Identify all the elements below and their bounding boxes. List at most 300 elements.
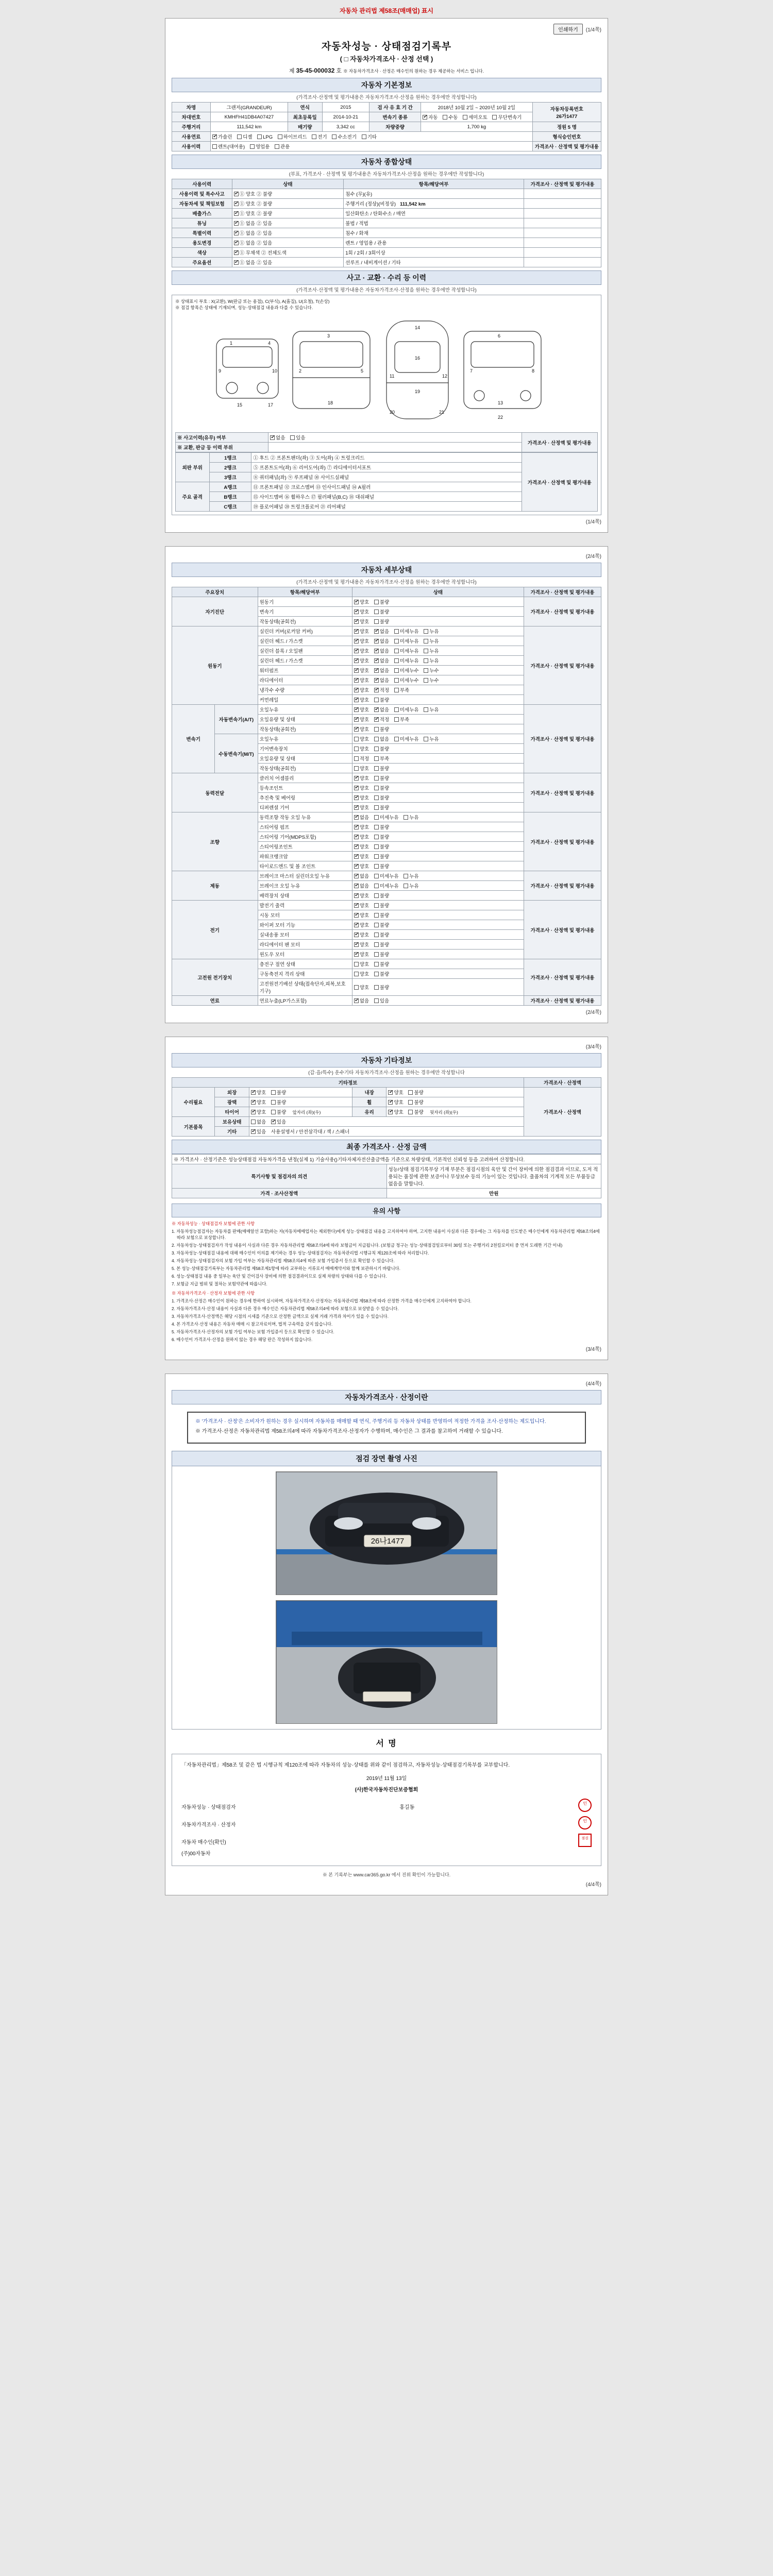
table-row: [172, 812, 601, 822]
item-en-5: 라디에이터: [258, 675, 352, 685]
transmission-opt-auto[interactable]: ✔ 자동: [423, 113, 438, 121]
cb-st-4-bad[interactable]: 불량: [374, 853, 389, 860]
cb-pt-3-good[interactable]: ✔ 양호: [354, 804, 369, 811]
section-detail-title: 자동차 세부상태: [172, 563, 601, 577]
state-el-5: [352, 950, 524, 959]
cb-en-1-leak[interactable]: 누유: [424, 637, 439, 645]
sheet-page-2: [165, 546, 608, 1023]
table-row: [172, 871, 601, 881]
item-st-1: 스티어링 펌프: [258, 822, 352, 832]
row-item-0: 사용이력 및 특수사고: [172, 189, 232, 199]
cb-st-1-good[interactable]: ✔ 양호: [354, 823, 369, 831]
plate-label-text: 자동차등록번호: [550, 106, 583, 112]
cb-br-0-none[interactable]: ✔ 없음: [354, 872, 369, 879]
cb-hv-1-good[interactable]: 양호: [354, 970, 369, 977]
cb-oi-2-good[interactable]: ✔ 양호: [251, 1098, 266, 1106]
row-price-7: [524, 258, 601, 267]
fuel-opt-diesel[interactable]: 디젤: [237, 133, 252, 140]
signature-row-2: [181, 1816, 592, 1829]
cb-en-1-good[interactable]: ✔ 양호: [354, 637, 369, 645]
cb-hv-0-bad[interactable]: 불량: [374, 960, 389, 968]
fuel-opt-etc[interactable]: 기타: [362, 133, 377, 140]
notice-a-4: 5. 본 성능·상태점검기록부는 자동차관리법 제58조제1항에 따라 교부하는 서류로서 매매계약서와 함께 보관하시기 바랍니다.: [172, 1266, 400, 1272]
seal-square: 점검: [578, 1834, 592, 1847]
fuel-opt-lpg[interactable]: LPG: [257, 134, 273, 140]
cb-en-1-micro[interactable]: 미세누유: [394, 637, 419, 645]
cb-tr-4-bad[interactable]: 불량: [374, 745, 389, 752]
fuel-opt-electric[interactable]: 전기: [312, 133, 327, 140]
page-footer-4: (4/4쪽): [585, 1882, 601, 1888]
state-hv-0: [352, 959, 524, 969]
item-st-3: 스티어링조인트: [258, 842, 352, 852]
page-number-1: (1/4쪽): [585, 27, 601, 33]
cb-pt-2-bad[interactable]: 불량: [374, 794, 389, 801]
item-pt-2: 추진축 및 베어링: [258, 793, 352, 803]
basic-info-table: [172, 102, 601, 151]
cb-st-5-bad[interactable]: 불량: [374, 862, 389, 870]
price-hv: 가격조사 · 산정액 및 평가내용: [524, 959, 601, 996]
cb-el-0-bad[interactable]: 불량: [374, 902, 389, 909]
table-header-row: [172, 1078, 601, 1088]
notice-title: 유의 사항: [172, 1204, 601, 1217]
cb-pt-0-bad[interactable]: 불량: [374, 774, 389, 782]
oi-label-6: 보유상태: [215, 1117, 249, 1127]
cb-en-7-good[interactable]: ✔ 양호: [354, 696, 369, 703]
state-el-4: [352, 940, 524, 950]
state-pt-2: [352, 793, 524, 803]
item-pt-1: 등속조인트: [258, 783, 352, 793]
table-row: [172, 103, 601, 112]
item-en-0: 실린더 커버(로커암 커버): [258, 626, 352, 636]
final-amount-value: 만원: [386, 1189, 601, 1198]
cb-pt-3-bad[interactable]: 불량: [374, 804, 389, 811]
photo-front-svg: [276, 1472, 497, 1595]
cb-tr-3-good[interactable]: 양호: [354, 735, 369, 742]
cb-el-0-good[interactable]: ✔ 양호: [354, 902, 369, 909]
price-pt: 가격조사 · 산정액 및 평가내용: [524, 773, 601, 812]
cb-tr-0-leak[interactable]: 누유: [424, 706, 439, 713]
cb-el-2-good[interactable]: ✔ 양호: [354, 921, 369, 928]
cb-sd-1-bad[interactable]: 불량: [374, 608, 389, 615]
cb-oi-4-bad[interactable]: 불량: [271, 1108, 286, 1115]
cb-en-7-bad[interactable]: 불량: [374, 696, 389, 703]
row-item-6: 색상: [172, 248, 232, 258]
cb-st-0-leak[interactable]: 누유: [404, 814, 418, 821]
cb-pt-0-good[interactable]: ✔ 양호: [354, 774, 369, 782]
cb-fu-0-none[interactable]: ✔ 없음: [354, 997, 369, 1004]
cb-el-4-bad[interactable]: 불량: [374, 941, 389, 948]
rank-items-1-2: ⑲ 플로어패널 ⑳ 트렁크플로어 ㉑ 리어패널: [251, 502, 522, 512]
repair-answer: [268, 443, 522, 452]
state-pt-3: [352, 803, 524, 812]
item-el-0: 발전기 출력: [258, 901, 352, 910]
accident-opt-none[interactable]: ✔ 없음: [270, 434, 285, 441]
photo-plate-text: 26나1477: [371, 1537, 405, 1546]
cb-br-0-leak[interactable]: 누유: [404, 872, 418, 879]
label-plate: [532, 103, 601, 122]
cb-tr-4-good[interactable]: 양호: [354, 745, 369, 752]
table-row: [172, 142, 601, 151]
cb-en-3-micro[interactable]: 미세누유: [394, 657, 419, 664]
document-title: 자동차성능 · 상태점검기록부: [321, 41, 452, 52]
cb-oi-1-good[interactable]: ✔ 양호: [388, 1089, 403, 1096]
label-price-eval: 가격조사 · 산정액 및 평가내용: [532, 142, 601, 151]
cb-oi-0-good[interactable]: ✔ 양호: [251, 1089, 266, 1096]
page-footer-2: (2/4쪽): [585, 1010, 601, 1015]
svg-text:22: 22: [498, 415, 503, 420]
oi-state-3: [386, 1097, 524, 1107]
oi-label-2: 광택: [215, 1097, 249, 1107]
price-br: 가격조사 · 산정액 및 평가내용: [524, 871, 601, 901]
group-self-diagnosis: 자기진단: [172, 597, 258, 626]
item-en-3: 실린더 헤드 / 가스켓: [258, 656, 352, 666]
accident-opt-yes[interactable]: 있음: [290, 434, 305, 441]
cb-tr-5-low[interactable]: 부족: [374, 755, 389, 762]
plate-value: 26가1477: [556, 113, 578, 120]
rank-items-0-1: ⑤ 프론트도어(좌) ⑥ 리어도어(좌) ⑦ 라디에이터서포트: [251, 463, 522, 472]
subgroup-at: 자동변속기(A/T): [215, 705, 258, 734]
state-fu-0: [352, 996, 524, 1006]
row-price-5: [524, 238, 601, 248]
cb-oi-7-yes[interactable]: ✔ 있음: [251, 1128, 266, 1135]
svg-text:11: 11: [390, 374, 395, 379]
print-button[interactable]: 인쇄하기: [553, 24, 583, 35]
cb-el-2-bad[interactable]: 불량: [374, 921, 389, 928]
value-chajong: 그랜저(GRANDEUR): [210, 103, 288, 112]
item-el-4: 라디에이터 팬 모터: [258, 940, 352, 950]
cb-en-1-none[interactable]: ✔ 없음: [374, 637, 389, 645]
item-br-2: 배력장치 상태: [258, 891, 352, 901]
cb-en-6-good[interactable]: ✔ 양호: [354, 686, 369, 693]
rank-items-0-0: ① 후드 ② 프론트팬더(좌) ③ 도어(좌) ④ 트렁크리드: [251, 453, 522, 463]
cb-oi-3-bad[interactable]: 불량: [408, 1098, 423, 1106]
cb-en-2-leak[interactable]: 누유: [424, 647, 439, 654]
cb-pt-1-bad[interactable]: 불량: [374, 784, 389, 791]
item-br-1: 브레이크 오일 누유: [258, 881, 352, 891]
cb-en-0-good[interactable]: ✔ 양호: [354, 628, 369, 635]
cb-oi-2-bad[interactable]: 불량: [271, 1098, 286, 1106]
cb-en-5-leak[interactable]: 누수: [424, 676, 439, 684]
table-row: [172, 199, 601, 209]
cb-pt-2-good[interactable]: ✔ 양호: [354, 794, 369, 801]
cb-el-5-bad[interactable]: 불량: [374, 951, 389, 958]
cb-en-0-leak[interactable]: 누유: [424, 628, 439, 635]
cb-st-1-bad[interactable]: 불량: [374, 823, 389, 831]
value-mileage: 111,542 km: [210, 122, 288, 132]
table-header-row: [172, 587, 601, 597]
fuel-opt-hybrid[interactable]: 하이브리드: [278, 133, 307, 140]
cb-tr-5-ok[interactable]: 적정: [354, 755, 369, 762]
state-st-5: [352, 861, 524, 871]
cb-fu-0-yes[interactable]: 있음: [374, 997, 389, 1004]
cb-en-5-micro[interactable]: 미세누수: [394, 676, 419, 684]
docno-note: ※ 자동차가격조사 · 산정은 매수인의 원하는 경우 제공하는 서비스 입니다.: [343, 69, 484, 74]
cb-el-3-bad[interactable]: 불량: [374, 931, 389, 938]
cb-tr-1-good[interactable]: ✔ 양호: [354, 716, 369, 723]
final-note-value: 성능/상태 점검기록부상 기재 부분은 점검시점의 육안 및 간이 장비에 의한 점검결과 이므로, 도저 적용되는 품질에 관한 보증이나 무상보수 등의 기능이 있는 것입니다. 출품차의 기계적 모든 부품등급 없음을 말합니다.: [386, 1164, 601, 1189]
value-usage-history: [210, 142, 532, 151]
cb-st-4-good[interactable]: ✔ 양호: [354, 853, 369, 860]
cb-tr-6-bad[interactable]: 불량: [374, 765, 389, 772]
signature-date: 2019년 11월 13일: [366, 1776, 407, 1782]
final-price-desc: ※ 가격조사 · 산정기준은 성능상태점검 자동차가격을 낸정(실제 1) 기술사용()기타자체자전산출금액을 기준으로 차량상태, 기본적인 신뢰성 등을 고려하여 산정합니다.: [172, 1155, 601, 1164]
inspection-photo-lift: [276, 1600, 497, 1724]
cb-el-1-bad[interactable]: 불량: [374, 911, 389, 919]
cb-br-2-bad[interactable]: 불량: [374, 892, 389, 899]
cb-br-1-none[interactable]: ✔ 없음: [354, 882, 369, 889]
signature-title: 서 명: [376, 1739, 397, 1749]
state-en-7: [352, 695, 524, 705]
rank-0-0: 1랭크: [209, 453, 251, 463]
oi-label-5: 유리: [352, 1107, 386, 1117]
document-number-row: [172, 66, 601, 75]
rank-price-eval: 가격조사 · 산정액 및 평가내용: [522, 453, 597, 512]
cb-en-5-none[interactable]: ✔ 없음: [374, 676, 389, 684]
item-hv-1: 구동축전지 격리 상태: [258, 969, 352, 979]
svg-text:16: 16: [415, 355, 421, 361]
cb-en-2-good[interactable]: ✔ 양호: [354, 647, 369, 654]
label-weight: 차량중량: [369, 122, 421, 132]
signer-label-2: 자동차가격조사 · 산정자: [181, 1822, 236, 1828]
org-label: (주)00자동차: [181, 1851, 211, 1857]
cb-hv-2-bad[interactable]: 불량: [374, 984, 389, 991]
row-detail-1: 주행거리 (정상)(비정상) 111,542 km: [344, 199, 524, 209]
cb-tr-3-none[interactable]: 없음: [374, 735, 389, 742]
cb-oi-6-yes[interactable]: ✔ 있음: [271, 1118, 286, 1125]
svg-text:5: 5: [361, 368, 364, 374]
notice-a-1: 2. 자동차성능·상태점검자가 작성 내용이 사실과 다른 경우 자동차관리법 제58조의4에 따라 보험금이 지급됩니다. (보험금 청구는 성능·상태점검일로부터 30일 또는 주행거리 2천킬로미터 중 먼저 도래한 기간 이내): [172, 1243, 563, 1248]
table-row: [172, 959, 601, 969]
rank-1-0: A랭크: [209, 482, 251, 492]
cb-en-2-none[interactable]: ✔ 없음: [374, 647, 389, 654]
cb-en-3-good[interactable]: ✔ 양호: [354, 657, 369, 664]
state-en-4: [352, 666, 524, 675]
docno-value: 35-45-000032: [296, 67, 335, 74]
cb-el-4-good[interactable]: ✔ 양호: [354, 941, 369, 948]
cb-en-4-micro[interactable]: 미세누수: [394, 667, 419, 674]
cb-tr-2-bad[interactable]: 불량: [374, 725, 389, 733]
usage-opt-gov[interactable]: 관용: [275, 143, 290, 150]
diagram-legend-2: ※ 점검 항목은 상태에 기재되며, 성능·상태점검 내용과 다를 수 있습니다.: [175, 305, 313, 310]
cb-en-0-none[interactable]: ✔ 없음: [374, 628, 389, 635]
cb-br-1-micro[interactable]: 미세누유: [374, 882, 399, 889]
table-row: [172, 228, 601, 238]
oi-label-3: 휠: [352, 1097, 386, 1107]
cb-en-0-micro[interactable]: 미세누유: [394, 628, 419, 635]
cb-oi-5-good[interactable]: ✔ 양호: [388, 1108, 403, 1115]
table-row: [172, 773, 601, 783]
transmission-opt-semi[interactable]: 세미오토: [463, 113, 488, 121]
seal-stamp-1: 인: [578, 1799, 592, 1812]
table-row: [172, 238, 601, 248]
oi-label-7: 기타: [215, 1127, 249, 1137]
state-tr-3: [352, 734, 524, 744]
other-header: 기타정보: [172, 1078, 524, 1088]
cb-oi-3-good[interactable]: ✔ 양호: [388, 1098, 403, 1106]
signer-label-1: 자동차성능 · 상태점검자: [181, 1805, 236, 1811]
svg-text:14: 14: [415, 325, 421, 330]
state-st-1: [352, 822, 524, 832]
state-br-1: [352, 881, 524, 891]
cb-en-4-none[interactable]: ✔ 없음: [374, 667, 389, 674]
label-mileage: 주행거리: [172, 122, 211, 132]
cb-hv-0-good[interactable]: 양호: [354, 960, 369, 968]
cb-st-2-good[interactable]: ✔ 양호: [354, 833, 369, 840]
fuel-opt-hydrogen[interactable]: 수소전기: [332, 133, 357, 140]
state-pt-0: [352, 773, 524, 783]
cb-tr-3-leak[interactable]: 누유: [424, 735, 439, 742]
overall-state-table: [172, 179, 601, 267]
row-detail-7: 선루프 / 내비게이션 / 기타: [344, 258, 524, 267]
cb-tr-0-micro[interactable]: 미세누유: [394, 706, 419, 713]
rank-items-0-2: ⑧ 쿼터패널(좌) ⑨ 루프패널 ⑩ 사이드실패널: [251, 472, 522, 482]
row-state-1: ✔ ① 양호 ② 불량: [232, 199, 344, 209]
item-sd-2: 작동상태(공회전): [258, 617, 352, 626]
sheet-page-1: [165, 18, 608, 533]
label-displacement: 배기량: [288, 122, 322, 132]
signature-company: (사)한국자동차진단보증협회: [355, 1787, 418, 1793]
sheet-3-head: [172, 1042, 601, 1050]
cb-st-3-bad[interactable]: 불량: [374, 843, 389, 850]
cb-br-1-leak[interactable]: 누유: [404, 882, 418, 889]
cb-br-0-micro[interactable]: 미세누유: [374, 872, 399, 879]
state-en-0: [352, 626, 524, 636]
state-sd-1: [352, 607, 524, 617]
cb-st-0-micro[interactable]: 미세누유: [374, 814, 399, 821]
cb-oi-0-bad[interactable]: 불량: [271, 1089, 286, 1096]
table-row: [172, 1164, 601, 1189]
capacity-value: 5 명: [567, 125, 577, 130]
cb-sd-0-bad[interactable]: 불량: [374, 598, 389, 605]
item-en-6: 냉각수 수량: [258, 685, 352, 695]
price-el: 가격조사 · 산정액 및 평가내용: [524, 901, 601, 959]
cb-tr-2-good[interactable]: ✔ 양호: [354, 725, 369, 733]
cb-sd-1-good[interactable]: ✔ 양호: [354, 608, 369, 615]
cb-tr-1-low[interactable]: 부족: [394, 716, 409, 723]
cb-oi-6-none[interactable]: 없음: [251, 1118, 266, 1125]
state-sd-2: [352, 617, 524, 626]
section-detail-note: (가격조사·산정액 및 평가내용은 자동차가격조사·산정을 원하는 경우에만 작성합니다): [296, 580, 477, 585]
state-en-1: [352, 636, 524, 646]
signature-box: [172, 1754, 601, 1866]
photo-section-title: 점검 장면 촬영 사진: [172, 1451, 601, 1466]
rank-1-1: B랭크: [209, 492, 251, 502]
oi-label-0: 외장: [215, 1088, 249, 1097]
cb-sd-2-bad[interactable]: 불량: [374, 618, 389, 625]
value-transmission: [421, 112, 533, 122]
table-header-row: [172, 179, 601, 189]
table-row: [172, 597, 601, 607]
table-row: [176, 453, 598, 463]
transmission-opt-cvt[interactable]: 무단변속기: [492, 113, 522, 121]
label-transmission: 변속기 종류: [369, 112, 421, 122]
oi-state-5: [386, 1107, 524, 1117]
cb-st-0-none[interactable]: ✔ 없음: [354, 814, 369, 821]
col-state: 상태: [232, 179, 344, 189]
cb-oi-1-bad[interactable]: 불량: [408, 1089, 423, 1096]
oi-state-6: [249, 1117, 524, 1127]
state-st-2: [352, 832, 524, 842]
cb-hv-1-bad[interactable]: 불량: [374, 970, 389, 977]
cb-oi-5-bad[interactable]: 불량: [408, 1108, 423, 1115]
group-brake: 제동: [172, 871, 258, 901]
cb-en-3-none[interactable]: ✔ 없음: [374, 657, 389, 664]
cb-st-3-good[interactable]: ✔ 양호: [354, 843, 369, 850]
cb-sd-0-good[interactable]: ✔ 양호: [354, 598, 369, 605]
state-br-2: [352, 891, 524, 901]
item-hv-2: 고전원전기배선 상태(접속단자,피복,보호기구): [258, 979, 352, 996]
state-hv-1: [352, 969, 524, 979]
label-vin: 차대번호: [172, 112, 211, 122]
sheet-4-head: [172, 1379, 601, 1387]
cb-tr-6-good[interactable]: 양호: [354, 765, 369, 772]
cb-el-1-good[interactable]: ✔ 양호: [354, 911, 369, 919]
cb-en-6-ok[interactable]: ✔ 적정: [374, 686, 389, 693]
state-el-1: [352, 910, 524, 920]
cb-st-5-good[interactable]: ✔ 양호: [354, 862, 369, 870]
top-notice: 자동차 관리법 제58조(매매업) 표시: [339, 7, 434, 14]
row-detail-2: 일산화탄소 / 탄화수소 / 매연: [344, 209, 524, 218]
cb-tr-0-good[interactable]: ✔ 양호: [354, 706, 369, 713]
item-tr-4: 기어변속장치: [258, 744, 352, 754]
cb-en-3-leak[interactable]: 누유: [424, 657, 439, 664]
subgroup-mt: 수동변속기(M/T): [215, 734, 258, 773]
usage-opt-rent[interactable]: 렌트(대여용): [212, 143, 245, 150]
table-row: [172, 1189, 601, 1198]
rank-1-2: C랭크: [209, 502, 251, 512]
price-survey-body-2: ※ 가격조사·산정은 자동차관리법 제58조의4에 따라 자동차가격조사·산정자가 수행하며, 매수인은 그 결과를 참고하여 거래할 수 있습니다.: [195, 1429, 503, 1435]
svg-text:18: 18: [328, 400, 333, 405]
usage-opt-business[interactable]: 영업용: [250, 143, 270, 150]
cb-pt-1-good[interactable]: ✔ 양호: [354, 784, 369, 791]
cb-el-5-good[interactable]: ✔ 양호: [354, 951, 369, 958]
state-st-0: [352, 812, 524, 822]
notice-b-3: 4. 본 가격조사·산정 내용은 자동차 매매 시 참고자료이며, 법적 구속력을 갖지 않습니다.: [172, 1321, 333, 1327]
cb-oi-4-good[interactable]: ✔ 양호: [251, 1108, 266, 1115]
item-sd-0: 원동기: [258, 597, 352, 607]
state-st-3: [352, 842, 524, 852]
transmission-opt-manual[interactable]: 수동: [443, 113, 458, 121]
value-first-reg: 2014-10-21: [322, 112, 369, 122]
table-row: [176, 433, 598, 443]
cb-br-2-good[interactable]: ✔ 양호: [354, 892, 369, 899]
cb-sd-2-good[interactable]: ✔ 양호: [354, 618, 369, 625]
value-fuel: [210, 132, 532, 142]
table-row: [172, 626, 601, 636]
cb-en-2-micro[interactable]: 미세누유: [394, 647, 419, 654]
photo-lift-svg: [276, 1601, 497, 1724]
item-en-7: 커먼레일: [258, 695, 352, 705]
cb-en-4-good[interactable]: ✔ 양호: [354, 667, 369, 674]
signature-row-3: [181, 1834, 592, 1847]
oi-label-4: 타이어: [215, 1107, 249, 1117]
item-el-3: 실내송풍 모터: [258, 930, 352, 940]
cb-en-5-good[interactable]: ✔ 양호: [354, 676, 369, 684]
cb-en-6-low[interactable]: 부족: [394, 686, 409, 693]
fuel-opt-gasoline[interactable]: ✔ 가솔린: [212, 133, 232, 140]
cb-tr-0-none[interactable]: ✔ 없음: [374, 706, 389, 713]
cb-el-3-good[interactable]: ✔ 양호: [354, 931, 369, 938]
state-tr-1: [352, 715, 524, 724]
cb-hv-2-good[interactable]: 양호: [354, 984, 369, 991]
cb-tr-3-micro[interactable]: 미세누유: [394, 735, 419, 742]
oi-state-1: [386, 1088, 524, 1097]
value-yeonsik: 2015: [322, 103, 369, 112]
cb-st-2-bad[interactable]: 불량: [374, 833, 389, 840]
row-item-3: 튜닝: [172, 218, 232, 228]
cb-tr-1-ok[interactable]: ✔ 적정: [374, 716, 389, 723]
cb-en-4-leak[interactable]: 누수: [424, 667, 439, 674]
